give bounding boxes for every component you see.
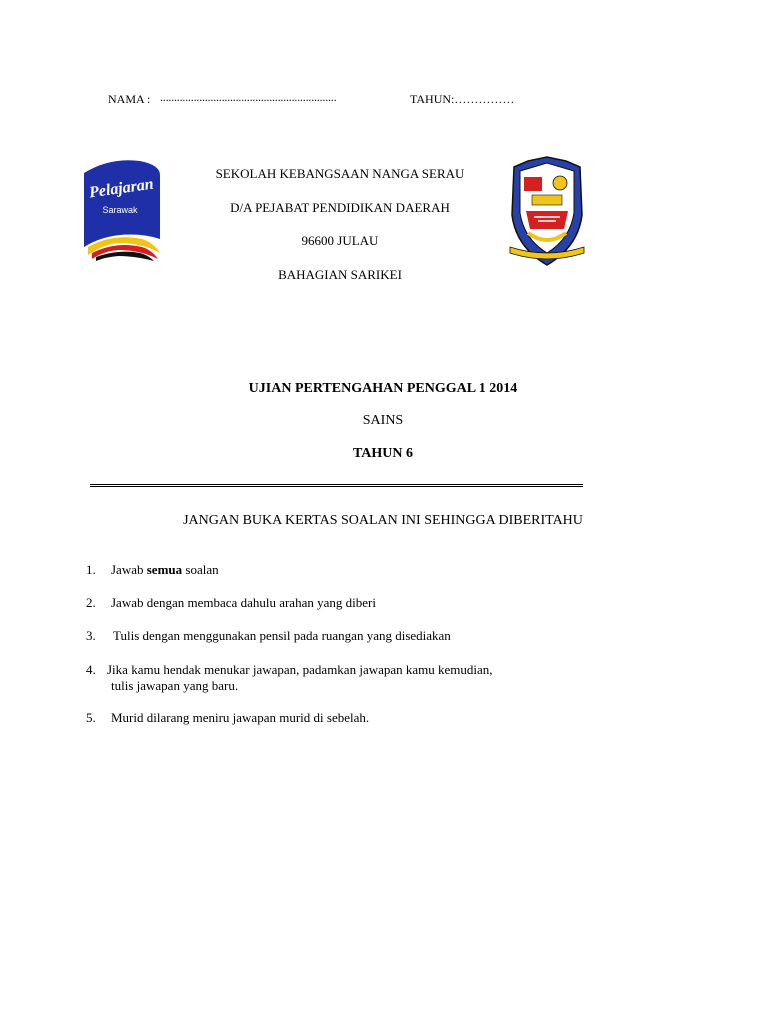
instruction-number: 2. bbox=[86, 595, 96, 610]
instruction-text: Jika kamu hendak menukar jawapan, padamkan jawapan kamu kemudian, bbox=[107, 662, 493, 677]
warning-text: JANGAN BUKA KERTAS SOALAN INI SEHINGGA DIBERITAHU bbox=[183, 513, 583, 528]
logo-text-sarawak: Sarawak bbox=[102, 205, 138, 215]
instruction-item bbox=[86, 710, 686, 730]
school-crest-logo bbox=[508, 155, 586, 267]
instruction-number: 5. bbox=[86, 710, 96, 725]
instruction-item bbox=[86, 595, 686, 615]
logo-text-pelajaran: Pelajaran bbox=[88, 175, 155, 202]
instruction-number: 1. bbox=[86, 562, 96, 577]
instruction-bold-word: semua bbox=[146, 562, 183, 577]
exam-year: TAHUN 6 bbox=[352, 446, 414, 461]
school-postcode: 96600 JULAU bbox=[301, 233, 379, 248]
school-name: SEKOLAH KEBANGSAAN NANGA SERAU bbox=[215, 166, 465, 181]
exam-subject: SAINS bbox=[362, 413, 404, 428]
name-field-dots: ............................................................... bbox=[160, 90, 337, 104]
instruction-number: 4. bbox=[86, 662, 96, 677]
exam-title: UJIAN PERTENGAHAN PENGGAL 1 2014 bbox=[248, 381, 518, 396]
instruction-text: Jawab dengan membaca dahulu arahan yang diberi bbox=[111, 595, 376, 610]
instruction-item bbox=[86, 628, 686, 648]
instruction-text: Tulis dengan menggunakan pensil pada ruangan yang disediakan bbox=[113, 628, 451, 643]
instruction-item bbox=[86, 662, 686, 698]
instruction-text: Murid dilarang meniru jawapan murid di sebelah. bbox=[111, 710, 370, 725]
instruction-item bbox=[86, 562, 686, 582]
school-division: BAHAGIAN SARIKEI bbox=[278, 267, 402, 282]
double-divider bbox=[90, 484, 583, 487]
instruction-text-continued: tulis jawapan yang baru. bbox=[111, 678, 239, 693]
school-office: D/A PEJABAT PENDIDIKAN DAERAH bbox=[230, 200, 450, 215]
instruction-text: Jawab semua soalan bbox=[111, 562, 219, 577]
year-field-label: TAHUN:…………… bbox=[410, 92, 515, 106]
pelajaran-sarawak-logo bbox=[82, 155, 162, 261]
instruction-number: 3. bbox=[86, 628, 96, 643]
name-field-label: NAMA : bbox=[108, 92, 151, 106]
